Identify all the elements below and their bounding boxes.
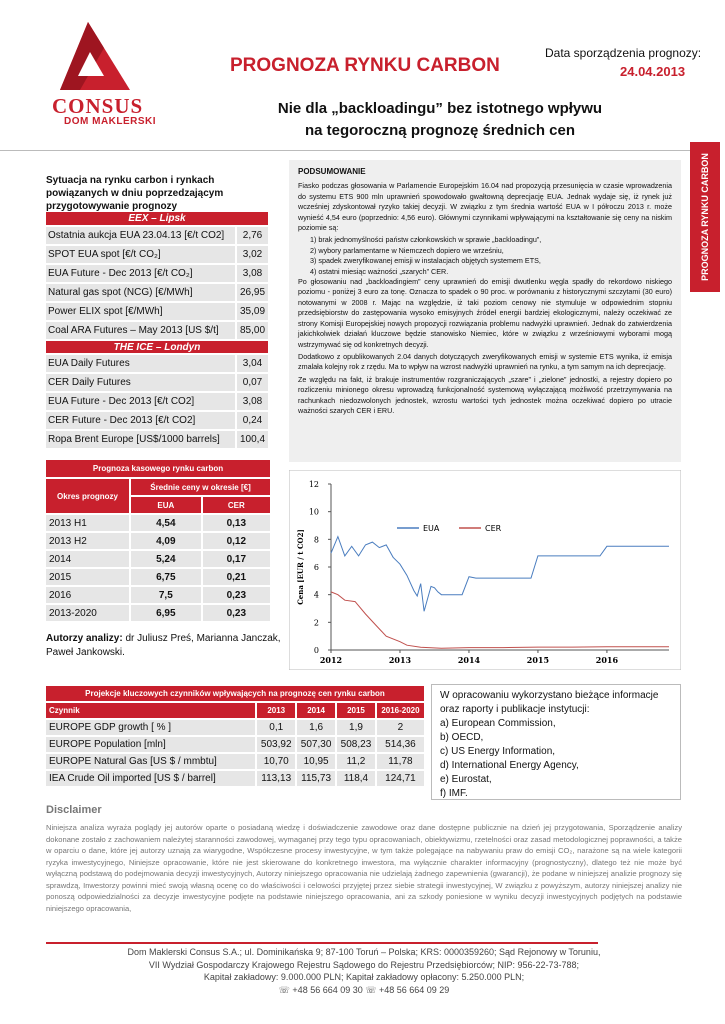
forecast-avg-header: Średnie ceny w okresie [€] [130, 478, 270, 496]
forecast-eua: 4,54 [130, 514, 202, 532]
eex-row [46, 321, 268, 340]
forecast-period: 2013 H1 [46, 514, 130, 532]
consus-logo-icon [60, 22, 130, 92]
ice-row [46, 392, 268, 411]
forecast-row [46, 586, 270, 604]
brand-sub: DOM MAKLERSKI [64, 116, 157, 127]
projections-col-header: 2015 [336, 702, 376, 719]
disclaimer-text: Niniejsza analiza wyraża poglądy jej autorów oparte o posiadaną wiedzę i doświadczenie zawodowe oraz dane dostępne publicznie na dzień jej przygotowania, Sporządzenie analizy dokonane zostało z zachowaniem należytej staranności zawodowej, wymaganej przy tego typu opracowaniach, obiektywizmu, rzetelności oraz zasad metodologicznej poprawności, a także w oparciu o dane, które jej autorzy uznają za wiarygodne, Współczesne procesy inwestycyjne, w tym także polegające na nabywaniu praw do emisji CO₂, narażone są na wiele kategorii ryzyka inwestycyjnego, Niniejsze opracowanie, które nie jest skierowane do konkretnego inwestora, ma wyłącznie charakter informacyjny (prognostyczny), dlatego też nie może być wyłączną podstawą do podejmowania decyzji inwestycyjnych, Autorzy niniejszego opracowania nie udzielają żadnego zapewnienia (gwarancji), że podane w niniejszej analizie prognozy się sprawdzą, Inwestorzy powinni mieć swoją własną ocenę co do właściwości i celowości przyjętej przez siebie strategii inwestycyjnej, W związku z powyższym, autorzy niniejszej analizy nie ponoszą odpowiedzialności za decyzje inwestycyjne podjęte na podstawie niniejszego opracowania, ani za szkody poniesione w wyniku decyzji inwestycyjnych podjętych na podstawie niniejszego opracowania, [46, 823, 682, 913]
forecast-period-header: Okres prognozy [46, 478, 130, 514]
footer [46, 946, 682, 996]
y-tick-label: 0 [313, 646, 319, 655]
summary-list-item: 1) brak jednomyślności państw członkowskich w sprawie „backloadingu”, [310, 235, 542, 245]
forecast-eua: 6,75 [130, 568, 202, 586]
forecast-table [46, 460, 270, 623]
forecast-row [46, 550, 270, 568]
y-tick-label: 2 [313, 618, 319, 628]
forecast-row [46, 604, 270, 622]
side-tab-label: PROGNOZA RYNKU CARBON [700, 153, 710, 281]
eex-label: Coal ARA Futures – May 2013 [US $/t] [46, 321, 236, 340]
summary-title: PODSUMOWANIE [298, 167, 366, 176]
legend-label: EUA [423, 524, 440, 533]
footer-line-2: VII Wydział Gospodarczy Krajowego Rejestru Sądowego do Rejestru Przedsiębiorców; NIP: 956-22-73-788; [148, 959, 580, 970]
projections-col-header: 2016-2020 [376, 702, 424, 719]
projections-row [46, 753, 424, 770]
forecast-eua: 6,95 [130, 604, 202, 622]
y-tick-label: 8 [313, 535, 319, 545]
subtitle [230, 98, 650, 142]
y-tick-label: 4 [313, 590, 319, 600]
projections-value: 10,70 [256, 753, 296, 770]
forecast-row [46, 514, 270, 532]
ice-label: CER Daily Futures [46, 373, 236, 392]
projections-value: 11,78 [376, 753, 424, 770]
eex-label: Natural gas spot (NCG) [€/MWh] [46, 283, 236, 302]
projections-row [46, 719, 424, 736]
subtitle-line-2: na tegoroczną prognozę średnich cen [304, 122, 576, 139]
ice-header: THE ICE – Londyn [46, 340, 268, 354]
forecast-period: 2016 [46, 586, 130, 604]
summary-list-item: 2) wybory parlamentarne w Niemczech dopiero we wrześniu, [310, 245, 504, 255]
summary-list-item: 4) ostatni miesiąc ważności „szarych” CER. [310, 266, 449, 276]
forecast-eua: 5,24 [130, 550, 202, 568]
eex-value: 35,09 [236, 302, 268, 321]
summary-p3: Dodatkowo z opublikowanych 2.04 danych dotyczących zweryfikowanych emisji w systemie ETS wynika, iż emisja zmalała kolejny rok z rzędu. Ma to wpływ na wzrost nadwyżki uprawnień na rynku, a tym samym na ich deprecjację. [298, 351, 672, 372]
source-item: f) IMF. [440, 788, 468, 799]
projections-value: 1,6 [296, 719, 336, 736]
footer-line-3: Kapitał zakładowy: 9.000.000 PLN; Kapitał zakładowy opłacony: 5.250.000 PLN; [203, 972, 525, 982]
projections-value: 1,9 [336, 719, 376, 736]
footer-divider [46, 942, 598, 944]
sources-box [431, 684, 681, 800]
eex-label: Ostatnia aukcja EUA 23.04.13 [€/t CO2] [46, 226, 236, 245]
eex-row [46, 283, 268, 302]
ice-value: 0,24 [236, 411, 268, 430]
x-tick-label: 2015 [526, 655, 550, 665]
projections-label: EUROPE Natural Gas [US $ / mmbtu] [46, 753, 256, 770]
ice-row [46, 411, 268, 430]
projections-label: EUROPE Population [mln] [46, 736, 256, 753]
projections-value: 11,2 [336, 753, 376, 770]
projections-value: 10,95 [296, 753, 336, 770]
x-tick-label: 2016 [595, 655, 619, 665]
eex-row [46, 264, 268, 283]
summary-p4: Ze względu na fakt, iż brakuje instrumentów rozgraniczających „szare” i „zielone” jednostki, a rejestry dopiero po rozliczeniu minionego okresu wprowadzą funkcjonalność systemową wyłączającą możliwość przetrzymywania na rachunkach niedozwolonych jednostek, wzrostu wartości tych jednostek można oczekiwać dopiero po utracie ważności szarych CER i ERU. [298, 374, 672, 415]
projections-label: IEA Crude Oil imported [US $ / barrel] [46, 770, 256, 787]
chart-frame [289, 470, 681, 670]
authors-label: Autorzy analizy: [46, 633, 123, 644]
y-tick-label: 12 [308, 480, 319, 489]
authors-names: dr Juliusz Preś, Marianna Janczak, Paweł Jankowski. [46, 633, 281, 658]
summary-p2: Po głosowaniu nad „backloadingiem” ceny uprawnień do emisji dwutlenku węgla spadły do rekordowo niskiego poziomu - poniżej 3 euro za tonę. Oznacza to spadek o 90 proc. w porównaniu z historycznymi szczytami (30 euro) notowanymi w 2008 r. Mając na względzie, iż taki poziom cenowy nie stymuluje w odpowiednim stopniu przedsiębiorstw do zastępowania wysoko emisyjnych źródeł energii bardziej ekologicznymi, należy oczekiwać ze strony Komisji Europejskiej nowych propozycji rozwiązania problemu nadwyżki uprawnień. Jednak do zatwierdzenia jakichkolwiek działań kluczowe będzie stanowisko Niemiec, które w związku z wrześniowymi wyborami mogą wstrzymywać się od konkretnych decyzji. [298, 277, 672, 349]
eex-value: 3,08 [236, 264, 268, 283]
ice-row [46, 373, 268, 392]
ice-label: Ropa Brent Europe [US$/1000 barrels] [46, 430, 236, 449]
forecast-period: 2014 [46, 550, 130, 568]
market-table [46, 212, 268, 450]
y-tick-label: 6 [313, 563, 319, 572]
header-divider [0, 150, 690, 151]
situation-title: Sytuacja na rynku carbon i rynkach powiązanych w dniu poprzedzającym przygotowywanie prognozy [46, 175, 224, 212]
eex-header: EEX – Lipsk [46, 212, 268, 226]
projections-value: 507,30 [296, 736, 336, 753]
ice-value: 0,07 [236, 373, 268, 392]
x-tick-label: 2013 [388, 655, 412, 665]
brand-name: CONSUS [52, 94, 144, 118]
x-tick-label: 2014 [457, 655, 481, 665]
forecast-title: Prognoza kasowego rynku carbon [46, 460, 270, 478]
forecast-col-cer: CER [202, 496, 270, 514]
forecast-period: 2013-2020 [46, 604, 130, 622]
ice-row [46, 430, 268, 449]
eex-value: 85,00 [236, 321, 268, 340]
projections-col-header: 2013 [256, 702, 296, 719]
eex-label: EUA Future - Dec 2013 [€/t CO₂] [46, 264, 236, 283]
source-item: a) European Commission, [440, 718, 556, 729]
projections-row [46, 736, 424, 753]
projections-row [46, 770, 424, 787]
projections-col-factor: Czynnik [46, 702, 256, 719]
summary-box [289, 160, 681, 462]
projections-col-header: 2014 [296, 702, 336, 719]
projections-value: 508,23 [336, 736, 376, 753]
forecast-period: 2015 [46, 568, 130, 586]
projections-value: 115,73 [296, 770, 336, 787]
forecast-row [46, 568, 270, 586]
projections-value: 2 [376, 719, 424, 736]
authors [46, 632, 286, 660]
projections-value: 0,1 [256, 719, 296, 736]
date-label: Data sporządzenia prognozy: [545, 46, 702, 60]
ice-label: CER Future - Dec 2013 [€/t CO2] [46, 411, 236, 430]
ice-value: 3,04 [236, 354, 268, 373]
ice-label: EUA Daily Futures [46, 354, 236, 373]
eex-row [46, 302, 268, 321]
eex-row [46, 245, 268, 264]
forecast-cer: 0,13 [202, 514, 270, 532]
projections-value: 503,92 [256, 736, 296, 753]
side-tab [690, 142, 720, 292]
subtitle-line-1: Nie dla „backloadingu” bez istotnego wpływu [277, 100, 603, 117]
forecast-period: 2013 H2 [46, 532, 130, 550]
forecast-col-eua: EUA [130, 496, 202, 514]
source-item: b) OECD, [440, 732, 484, 743]
page-title: PROGNOZA RYNKU CARBON [230, 55, 500, 76]
eex-label: Power ELIX spot [€/MWh] [46, 302, 236, 321]
date-value: 24.04.2013 [620, 64, 686, 79]
projections-title: Projekcje kluczowych czynników wpływających na prognozę cen rynku carbon [46, 686, 424, 702]
y-axis-label: Cena [EUR / t CO2] [296, 529, 305, 605]
projections-value: 118,4 [336, 770, 376, 787]
summary-list-item: 3) spadek zweryfikowanej emisji w instalacjach objętych systemem ETS, [310, 256, 541, 266]
sources-intro: W opracowaniu wykorzystano bieżące informacje oraz raporty i publikacje instytucji: [440, 690, 659, 715]
ice-row [46, 354, 268, 373]
projections-value: 124,71 [376, 770, 424, 787]
forecast-eua: 7,5 [130, 586, 202, 604]
x-tick-label: 2012 [319, 655, 343, 665]
projections-value: 514,36 [376, 736, 424, 753]
legend-label: CER [485, 524, 502, 533]
footer-line-4: ☏ +48 56 664 09 30 ☏ +48 56 664 09 29 [278, 984, 450, 995]
ice-value: 3,08 [236, 392, 268, 411]
eex-value: 26,95 [236, 283, 268, 302]
projections-label: EUROPE GDP growth [ % ] [46, 719, 256, 736]
forecast-cer: 0,23 [202, 586, 270, 604]
forecast-cer: 0,21 [202, 568, 270, 586]
eex-value: 3,02 [236, 245, 268, 264]
ice-label: EUA Future - Dec 2013 [€/t CO2] [46, 392, 236, 411]
footer-line-1: Dom Maklerski Consus S.A.; ul. Dominikańska 9; 87-100 Toruń – Polska; KRS: 0000359260; Sąd Rejonowy w Toruniu, [127, 947, 601, 957]
forecast-row [46, 532, 270, 550]
disclaimer-title: Disclaimer [46, 804, 102, 816]
projections-table [46, 686, 424, 788]
price-chart [289, 470, 681, 670]
y-tick-label: 10 [308, 507, 319, 517]
projections-value: 113,13 [256, 770, 296, 787]
forecast-cer: 0,17 [202, 550, 270, 568]
forecast-cer: 0,12 [202, 532, 270, 550]
forecast-eua: 4,09 [130, 532, 202, 550]
forecast-cer: 0,23 [202, 604, 270, 622]
source-item: d) International Energy Agency, [440, 760, 579, 771]
eex-label: SPOT EUA spot [€/t CO₂] [46, 245, 236, 264]
source-item: c) US Energy Information, [440, 746, 556, 757]
eex-value: 2,76 [236, 226, 268, 245]
source-item: e) Eurostat, [440, 774, 492, 785]
eex-row [46, 226, 268, 245]
summary-p1: Fiasko podczas głosowania w Parlamencie Europejskim 16.04 nad propozycją przesunięcia w czasie wprowadzenia do systemu ETS 900 mln uprawnień spowodowało gwałtowną deprecjację EUA. Jednak wydaje się, iż rynek już wcześniej zdyskontował ryzyko takiej decyzji. W związku z tym średnia wartość EUA w I półroczu 2013 r. może wynieść 4,54 euro (poprzednio: 4,56 euro). Głównymi czynnikami wpływającymi na kształtowanie się ceny na niskim poziomie są: [298, 181, 672, 233]
ice-value: 100,4 [236, 430, 268, 449]
